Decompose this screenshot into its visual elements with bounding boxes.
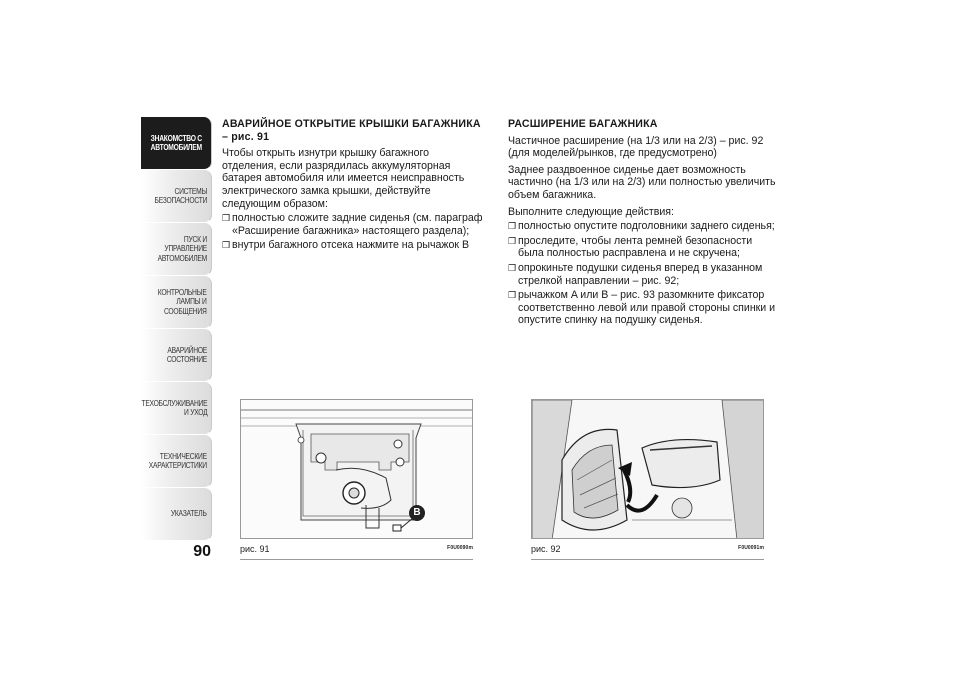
page-number: 90 — [193, 543, 211, 560]
tab-label: ПУСК И УПРАВЛЕНИЕ АВТОМОБИЛЕМ — [157, 234, 207, 263]
boot-extension-section — [508, 118, 778, 327]
figure-92 — [531, 399, 764, 560]
list-item: ❒ проследите, чтобы лента ремней безопасности была полностью расправлена и не скручена; — [508, 235, 778, 260]
tab-label: ТЕХОБСЛУЖИВАНИЕ И УХОД — [141, 398, 207, 417]
boot-lock-drawing — [241, 400, 473, 539]
title-line: АВАРИЙНОЕ ОТКРЫТИЕ КРЫШКИ БАГАЖНИКА — [222, 118, 481, 130]
tab-safety[interactable] — [141, 170, 212, 223]
chapter-sidebar — [141, 117, 212, 541]
tab-warning-lights[interactable] — [141, 276, 212, 329]
emergency-boot-opening-section — [222, 118, 484, 252]
tab-label: СИСТЕМЫ БЕЗОПАСНОСТИ — [154, 186, 207, 205]
list-item: ❒ полностью сложите задние сиденья (см. параграф «Расширение багажника» настоящего раздела); — [222, 212, 484, 237]
tab-introduction[interactable] — [141, 117, 212, 170]
boot-lock-illustration — [240, 399, 473, 539]
list-item: ❒ полностью опустите подголовники заднего сиденья; — [508, 220, 778, 233]
tab-label: ТЕХНИЧЕСКИЕ ХАРАКТЕРИСТИКИ — [148, 451, 207, 470]
tab-index[interactable] — [141, 488, 212, 541]
tab-label: АВАРИЙНОЕ СОСТОЯНИЕ — [166, 345, 207, 364]
figure-caption: рис. 92 — [531, 544, 561, 554]
tab-technical-specs[interactable] — [141, 435, 212, 488]
tab-label: УКАЗАТЕЛЬ — [171, 509, 207, 519]
section-title — [222, 118, 484, 143]
seat-folding-drawing — [532, 400, 764, 539]
description-paragraph: Заднее раздвоенное сиденье дает возможность частично (на 1/3 или на 2/3) или полностью увеличить объем багажника. — [508, 163, 776, 201]
steps-intro: Выполните следующие действия: — [508, 205, 674, 218]
list-item: ❒ опрокиньте подушки сиденья вперед в указанном стрелкой направлении – рис. 92; — [508, 262, 778, 287]
tab-starting-driving[interactable] — [141, 223, 212, 276]
tab-maintenance[interactable] — [141, 382, 212, 435]
figure-code: F0U0090m — [447, 545, 473, 551]
marker-b: B — [409, 505, 425, 521]
list-item: ❒ рычажком A или B – рис. 93 разомкните фиксатор соответственно левой или правой стороны спинки и опустите спинку на подушку сиденья. — [508, 289, 778, 327]
list-item: ❒ внутри багажного отсека нажмите на рычажок B — [222, 239, 484, 252]
intro-paragraph: Чтобы открыть изнутри крышку багажного отделения, если разрядилась аккумуляторная батарея автомобиля или имеется неисправность электрического замка крышки, действуйте следующим образом: — [222, 147, 465, 210]
section-title: РАСШИРЕНИЕ БАГАЖНИКА — [508, 118, 658, 130]
title-figure-ref: – рис. 91 — [222, 130, 270, 143]
subtitle-paragraph: Частичное расширение (на 1/3 или на 2/3) – рис. 92 (для моделей/рынков, где предусмотрено) — [508, 134, 764, 160]
figure-caption: рис. 91 — [240, 544, 270, 554]
tab-label: ЗНАКОМСТВО С АВТОМОБИЛЕМ — [150, 133, 202, 152]
seat-cushion-illustration — [531, 399, 764, 539]
tab-emergency[interactable] — [141, 329, 212, 382]
figure-91 — [240, 399, 473, 560]
tab-label: КОНТРОЛЬНЫЕ ЛАМПЫ И СООБЩЕНИЯ — [158, 287, 207, 316]
figure-code: F0U0091m — [738, 545, 764, 551]
